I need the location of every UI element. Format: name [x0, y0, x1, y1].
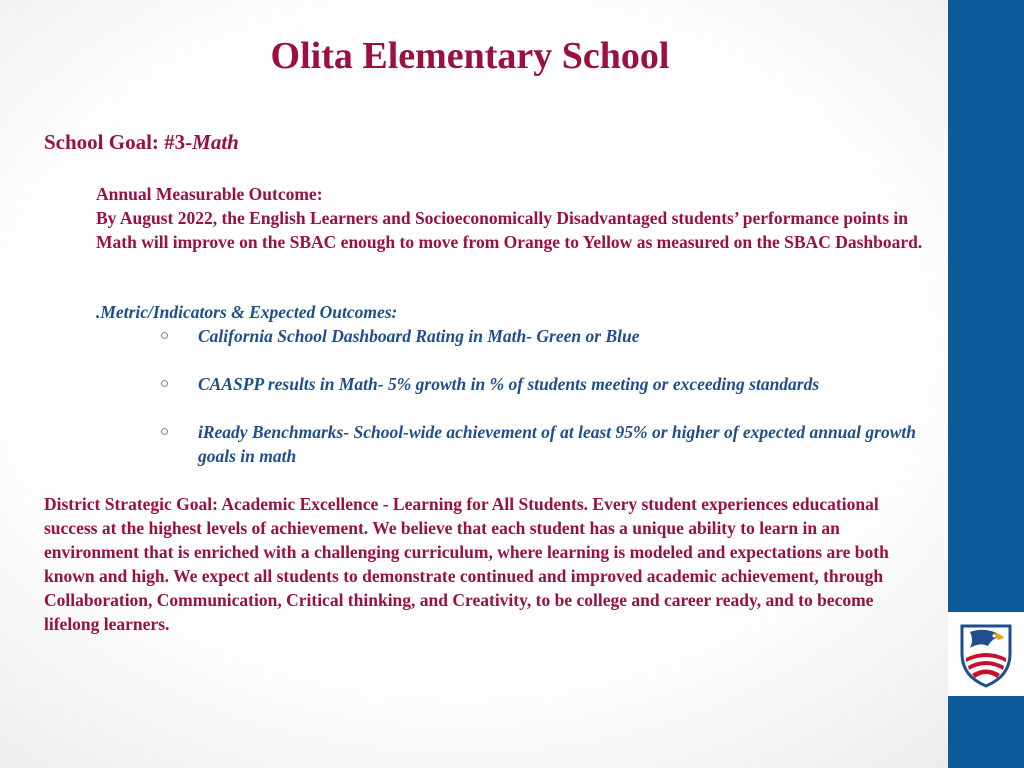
annual-outcome-text: By August 2022, the English Learners and Socioeconomically Disadvantaged students’ performance points in Math will improve on the SBAC enough to move from Orange to Yellow as measured on the SBAC Dashboard. [96, 208, 923, 252]
circle-bullet-icon: ○ [160, 328, 170, 344]
circle-bullet-icon: ○ [160, 424, 170, 440]
metric-item-text: iReady Benchmarks- School-wide achievement of at least 95% or higher of expected annual growth goals in math [198, 422, 916, 466]
logo [948, 612, 1024, 696]
metric-item [160, 324, 940, 348]
page-title: Olita Elementary School [270, 35, 670, 77]
metric-item [160, 372, 940, 396]
school-goal-subject: Math [192, 130, 239, 154]
annual-outcome-heading: Annual Measurable Outcome: [96, 184, 323, 204]
school-goal [44, 130, 239, 155]
annual-outcome [96, 182, 926, 254]
district-goal: District Strategic Goal: Academic Excellence - Learning for All Students. Every student experiences educational success at the highest levels of achievement. We believe that each student has a unique ability to learn in an environment that is enriched with a challenging curriculum, where learning is modeled and expectations are both known and high. We expect all students to demonstrate continued and improved academic achievement, through Collaboration, Communication, Critical thinking, and Creativity, to be college and career ready, and to become lifelong learners. [44, 494, 889, 634]
circle-bullet-icon: ○ [160, 376, 170, 392]
metric-item [160, 420, 940, 468]
metrics-heading: .Metric/Indicators & Expected Outcomes: [96, 302, 398, 322]
metric-item-text: CAASPP results in Math- 5% growth in % of students meeting or exceeding standards [198, 374, 820, 394]
metrics-list [160, 324, 940, 468]
metric-item-text: California School Dashboard Rating in Math- Green or Blue [198, 326, 640, 346]
eagle-shield-icon [956, 618, 1016, 690]
school-goal-label: School Goal: #3- [44, 130, 193, 154]
